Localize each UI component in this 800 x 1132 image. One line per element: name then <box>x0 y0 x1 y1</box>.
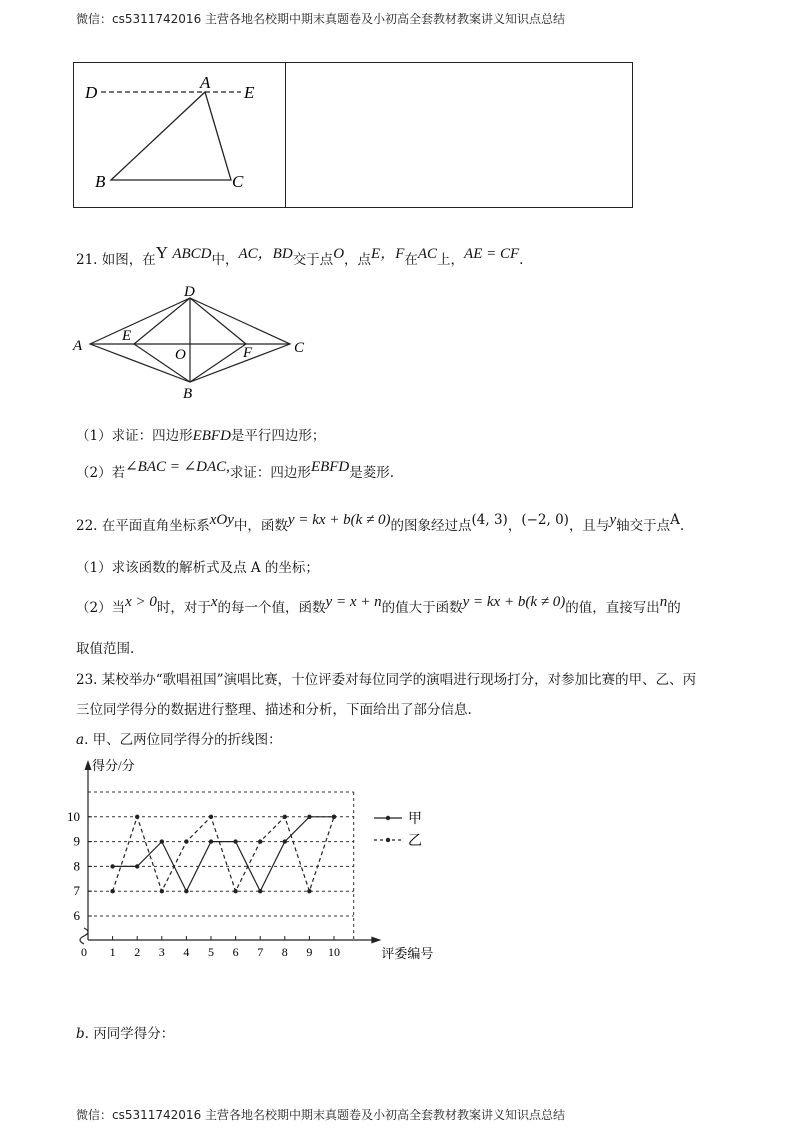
series-line-1 <box>113 817 334 891</box>
data-point <box>283 839 287 843</box>
q21-part1: （1）求证：四边形EBFD是平行四边形； <box>76 428 326 444</box>
label-d: D <box>85 83 98 102</box>
q22-part1: （1）求该函数的解析式及点 A 的坐标； <box>76 560 319 576</box>
x-tick-label: 2 <box>134 945 141 959</box>
figure-frame <box>73 62 633 208</box>
data-point <box>160 839 164 843</box>
label-f: F <box>243 345 253 361</box>
q22-part2: （2）当x > 0时，对于x的每一个值，函数y = x + n的值大于函数y = kx + b(k ≠ 0)的值，直接写出n的 <box>76 594 681 616</box>
x-tick-label: 1 <box>109 945 116 959</box>
x-tick-label: 7 <box>257 945 264 959</box>
page-footer: 微信：cs5311742016 主营各地名校期中期末真题卷及小初高全套教材教案讲义知识点总结 <box>76 1108 566 1122</box>
label-e: E <box>244 83 255 102</box>
data-point <box>184 889 188 893</box>
q21-part2: （2）若∠BAC = ∠DAC,求证：四边形EBFD是菱形. <box>76 459 395 481</box>
frame-divider <box>285 63 286 207</box>
legend-marker <box>386 816 390 820</box>
label-c: C <box>294 340 305 356</box>
label-c: C <box>232 172 244 191</box>
x-tick-label: 9 <box>306 945 313 959</box>
data-point <box>233 839 237 843</box>
triangle-figure <box>74 63 285 207</box>
y-tick-label: 9 <box>73 833 80 849</box>
data-point <box>258 839 262 843</box>
axis-break <box>80 928 88 944</box>
x-tick-label: 4 <box>183 945 190 959</box>
data-point <box>110 864 114 868</box>
page-header: 微信：cs5311742016 主营各地名校期中期末真题卷及小初高全套教材教案讲义知识点总结 <box>76 12 566 26</box>
x-tick-label: 8 <box>281 945 288 959</box>
data-point <box>307 889 311 893</box>
label-a: A <box>200 73 211 92</box>
data-point <box>135 864 139 868</box>
y-axis-label: 得分/分 <box>92 758 135 773</box>
data-point <box>233 889 237 893</box>
q23-a-label: a. 甲、乙两位同学得分的折线图： <box>76 732 282 748</box>
y-tick-label: 10 <box>67 808 80 824</box>
data-point <box>209 815 213 819</box>
rhombus-figure <box>70 282 310 402</box>
data-point <box>160 889 164 893</box>
q23-line2: 三位同学得分的数据进行整理、描述和分析，下面给出了部分信息. <box>76 702 472 718</box>
x-axis-label: 评委编号 <box>381 946 434 961</box>
q22-part2-cont: 取值范围. <box>76 641 135 657</box>
y-axis-arrow <box>85 760 92 770</box>
data-point <box>209 839 213 843</box>
q21-stem: 21. 如图，在Y ABCD中，AC，BD交于点O，点E，F在AC上，AE = CF. <box>76 243 524 268</box>
data-point <box>258 889 262 893</box>
q22-stem: 22. 在平面直角坐标系xOy中，函数y = kx + b(k ≠ 0)的图象经过点(4, 3)，(−2, 0)，且与y轴交于点A. <box>76 512 685 534</box>
data-point <box>307 815 311 819</box>
label-e: E <box>122 328 132 344</box>
x-tick-label: 5 <box>208 945 214 959</box>
data-point <box>110 889 114 893</box>
x-tick-label: 0 <box>81 945 87 959</box>
legend-marker <box>386 838 390 842</box>
q23-b-label: b. 丙同学得分： <box>76 1026 175 1042</box>
legend-label: 甲 <box>408 812 422 827</box>
data-point <box>283 815 287 819</box>
parallelogram-symbol: Y <box>155 243 169 262</box>
data-point <box>184 839 188 843</box>
q23-line1: 23. 某校举办“歌唱祖国”演唱比赛，十位评委对每位同学的演唱进行现场打分，对参加比赛的甲、乙、丙 <box>76 672 697 688</box>
y-tick-label: 6 <box>73 908 80 923</box>
y-tick-label: 7 <box>73 883 80 899</box>
label-b: B <box>95 172 106 191</box>
legend-label: 乙 <box>408 834 422 849</box>
x-tick-label: 6 <box>232 945 239 959</box>
line-chart <box>66 752 446 974</box>
data-point <box>135 815 139 819</box>
x-tick-label: 3 <box>158 945 165 959</box>
label-b: B <box>183 386 193 402</box>
label-d: D <box>184 284 195 300</box>
series-line-2 <box>113 817 334 891</box>
label-a: A <box>73 338 83 354</box>
data-point <box>332 815 336 819</box>
x-tick-label: 10 <box>328 945 340 959</box>
triangle-abc <box>111 92 231 180</box>
y-tick-label: 8 <box>73 858 80 874</box>
label-o: O <box>175 347 186 363</box>
x-axis-arrow <box>371 937 381 944</box>
